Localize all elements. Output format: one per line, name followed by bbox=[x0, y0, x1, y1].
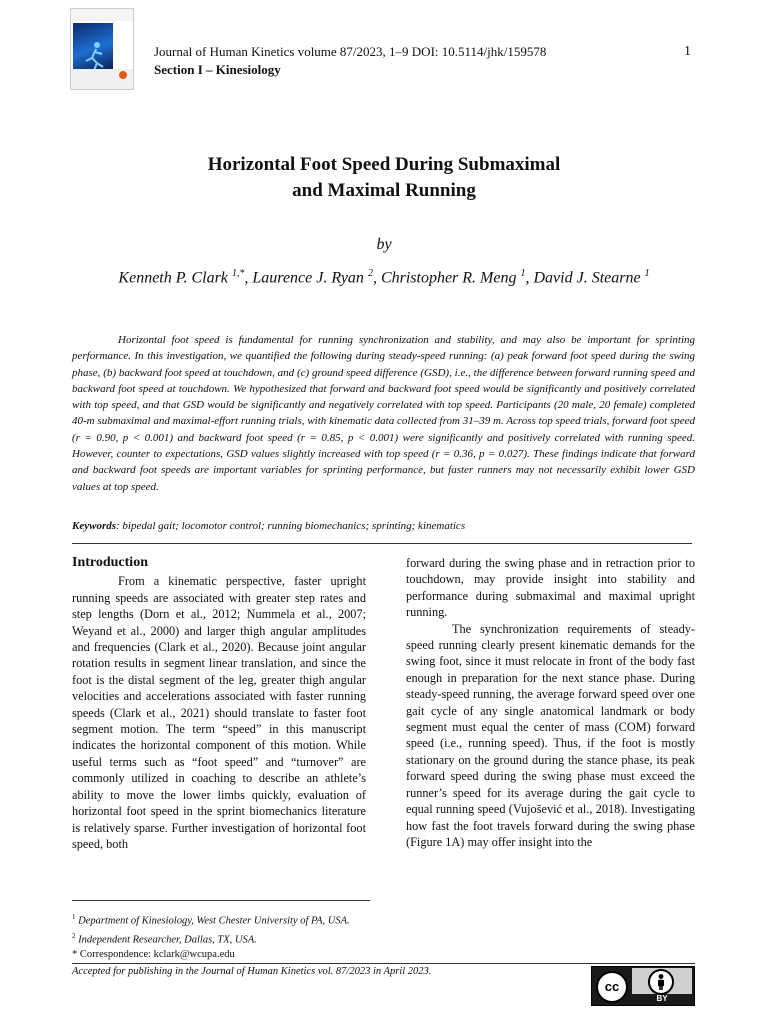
footnote-text: Independent Researcher, Dallas, TX, USA. bbox=[75, 934, 257, 945]
journal-cover-thumbnail bbox=[70, 8, 134, 90]
author-separator: , bbox=[525, 269, 534, 287]
acceptance-note: Accepted for publishing in the Journal of Human Kinetics vol. 87/2023 in April 2023. bbox=[72, 966, 432, 977]
footnote-marker: 1 bbox=[72, 913, 76, 921]
journal-citation-line: Journal of Human Kinetics volume 87/2023, 1–9 DOI: 10.5114/jhk/159578 bbox=[154, 44, 547, 59]
license-by-label: BY bbox=[656, 994, 668, 1003]
cover-header-strip bbox=[71, 9, 133, 21]
title-line-1: Horizontal Foot Speed During Submaximal bbox=[207, 154, 561, 175]
author-list bbox=[40, 268, 728, 287]
footnote bbox=[72, 929, 350, 948]
keywords-label: Keywords bbox=[72, 520, 116, 532]
author-name: Christopher R. Meng bbox=[380, 269, 521, 287]
article-title bbox=[60, 152, 708, 204]
correspondence-text: Correspondence: kclark@wcupa.edu bbox=[77, 949, 235, 960]
author-affiliation: 1,* bbox=[231, 268, 245, 279]
footnotes bbox=[72, 910, 350, 962]
right-column bbox=[406, 555, 695, 850]
author-name: Kenneth P. Clark bbox=[118, 269, 232, 287]
abstract bbox=[72, 332, 695, 495]
footnote bbox=[72, 910, 350, 929]
intro-paragraph-continued: forward during the swing phase and in retraction prior to touchdown, may provide insight into stability and performance during submaximal and maximal upright running. bbox=[406, 556, 695, 620]
keywords-divider bbox=[72, 543, 692, 544]
author-affiliation: 2 bbox=[367, 268, 373, 279]
author-name: Laurence J. Ryan bbox=[252, 269, 368, 287]
title-line-2: and Maximal Running bbox=[292, 180, 476, 201]
by-label: by bbox=[376, 236, 392, 253]
person-icon bbox=[650, 971, 672, 993]
keywords bbox=[72, 519, 695, 534]
page-number: 1 bbox=[684, 44, 691, 59]
intro-paragraph: From a kinematic perspective, faster upright running speeds are associated with greater step rates and step lengths (Dorn et al., 2012; Nummela et al., 2007; Weyand et al., 2000) and larger thigh angular amplitudes and frequencies (Clark et al., 2020). Because joint angular rotation results in segment linear translation, and since the foot is the distal segment of the leg, greater thigh angular velocities and accelerations associated with faster running speeds (Clark et al., 2021) should translate to faster foot segment motion. The term “speed” in this manuscript indicates the horizontal component of this motion. While useful terms such as “foot speed” and “turnover” are commonly utilized in coaching to describe an athlete’s ability to move the lower limbs quickly, evaluation of horizontal foot speed in the sprint biomechanics literature is relatively sparse. Further investigation of horizontal foot speed, both bbox=[72, 574, 366, 851]
keywords-text: : bipedal gait; locomotor control; running biomechanics; sprinting; kinematics bbox=[116, 520, 466, 532]
cc-badge-icon: cc bbox=[596, 971, 628, 1003]
left-column bbox=[72, 555, 366, 852]
intro-paragraph: The synchronization requirements of steady-speed running clearly present kinematic demands for the swing foot, since it must relocate in front of the body fast enough in preparation for the next stance phase. During steady-speed running, the average forward speed over one gait cycle of any single anatomical landmark or body segment must equal the center of mass (COM) forward speed (i.e., running speed). Thus, if the foot is mostly stationary on the ground during the stance phase, its peak forward speed during the swing phase must exceed the runner’s speed for its average during the gait cycle to equal running speed (Vujošević et al., 2018). Investigating how fast the foot travels forward during the swing phase (Figure 1A) may offer insight into the bbox=[406, 621, 695, 849]
footnote-marker: 2 bbox=[72, 931, 76, 940]
footnote-marker: * bbox=[72, 949, 78, 960]
introduction-heading: Introduction bbox=[72, 555, 148, 570]
author-separator: , bbox=[372, 269, 381, 287]
publisher-mark-icon bbox=[119, 71, 127, 79]
cc-by-icon[interactable] bbox=[591, 966, 695, 1006]
footnote bbox=[72, 947, 350, 962]
abstract-text: Horizontal foot speed is fundamental for running synchronization and stability, and may also be important for sprinting performance. In this investigation, we quantified the following during steady-speed running: (a) peak forward foot speed during the swing phase, (b) backward foot speed at touchdown, and (c) ground speed difference (GSD), i.e., the difference between forward running speed and backward foot speed at touchdown. We hypothesized that forward and backward foot speed would be significantly and positively correlated with top speed, and that GSD would be significantly and negatively correlated with top speed. Participants (20 male, 20 female) completed 40-m submaximal and maximal-effort running trials, with kinematic data collected from 31–39 m. Across top speed trials, forward foot speed (r = 0.90, p < 0.001) and backward foot speed (r = 0.85, p < 0.001) were significantly and positively correlated with running speed. However, counter to expectations, GSD values slightly increased with top speed (r = 0.36, p = 0.027). These findings indicate that forward and backward foot speeds are important variables for sprinting performance, but faster runners may not necessarily exhibit lower GSD values at top speed. bbox=[72, 334, 695, 493]
footnote-divider bbox=[72, 900, 370, 901]
author-name: David J. Stearne bbox=[533, 269, 645, 287]
cover-artwork bbox=[73, 23, 113, 69]
bottom-divider bbox=[72, 963, 695, 964]
section-label: Section I – Kinesiology bbox=[154, 62, 281, 77]
author-affiliation: 1 bbox=[644, 268, 650, 279]
attribution-person-icon bbox=[648, 969, 674, 995]
author-affiliation: 1 bbox=[520, 268, 526, 279]
author-separator: , bbox=[244, 269, 253, 287]
footnote-text: Department of Kinesiology, West Chester University of PA, USA. bbox=[75, 915, 350, 927]
